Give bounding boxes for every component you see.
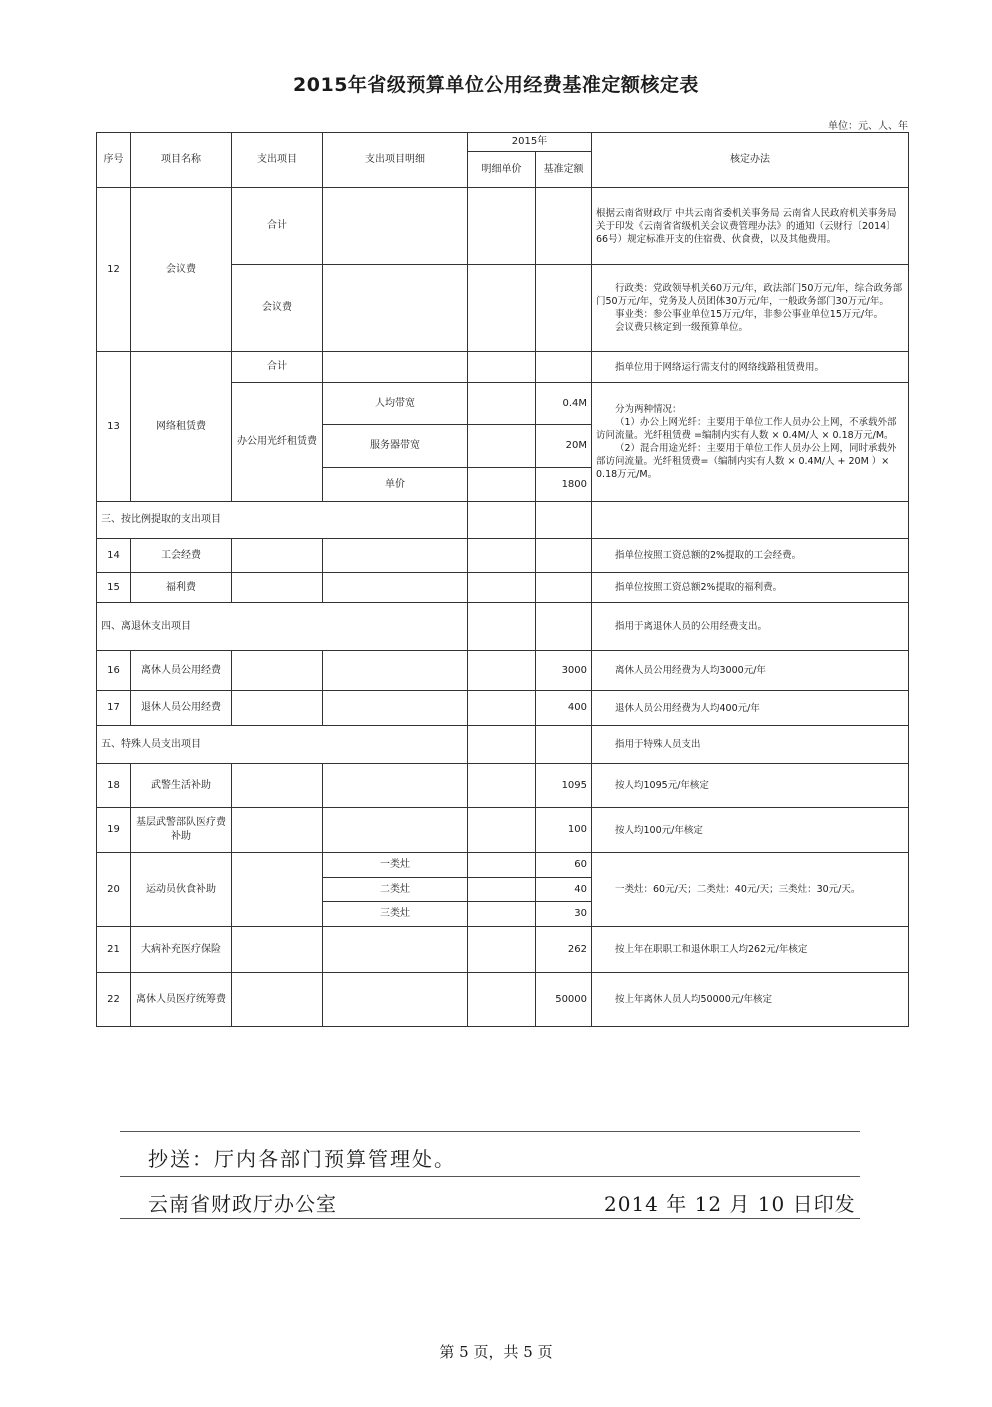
row-quota: 262 bbox=[536, 927, 592, 973]
row-detail: 服务器带宽 bbox=[323, 425, 468, 468]
page-number: 第 5 页，共 5 页 bbox=[439, 1343, 553, 1361]
row-quota: 40 bbox=[536, 878, 592, 902]
note-line: 指用于离退休人员的公用经费支出。 bbox=[615, 621, 768, 632]
table-row bbox=[97, 352, 909, 383]
section-row bbox=[97, 502, 909, 539]
table-row bbox=[97, 539, 909, 573]
unit-label: 单位：元、人、年 bbox=[828, 121, 908, 132]
footer-rule bbox=[120, 1131, 860, 1132]
row-method-note bbox=[592, 603, 909, 651]
note-line: 一类灶：60元/天；二类灶：40元/天；三类灶：30元/天。 bbox=[615, 884, 861, 895]
row-item-name: 工会经费 bbox=[131, 539, 232, 573]
row-method-note bbox=[592, 573, 909, 603]
row-quota: 60 bbox=[536, 853, 592, 878]
section-label: 四、离退休支出项目 bbox=[97, 603, 468, 651]
table-row bbox=[97, 973, 909, 1027]
row-item-name: 网络租赁费 bbox=[131, 352, 232, 502]
row-expense: 合计 bbox=[232, 188, 323, 265]
row-quota: 400 bbox=[536, 691, 592, 726]
section-row bbox=[97, 603, 909, 651]
row-method-note bbox=[592, 973, 909, 1027]
row-seq: 14 bbox=[97, 539, 131, 573]
note-line: （2）混合用途光纤：主要用于单位工作人员办公上网，同时承载外部访问流量。光纤租赁费=（编制内实有人数 × 0.4M/人 + 20M ）× 0.18万元/M。 bbox=[596, 443, 897, 480]
row-detail: 三类灶 bbox=[323, 902, 468, 927]
row-method-note bbox=[592, 764, 909, 808]
row-detail: 人均带宽 bbox=[323, 383, 468, 425]
row-detail: 单价 bbox=[323, 468, 468, 502]
note-line: 按上年在职职工和退休职工人均262元/年核定 bbox=[615, 944, 808, 955]
table-row bbox=[97, 764, 909, 808]
note-line: （1）办公上网光纤：主要用于单位工作人员办公上网，不承载外部访问流量。光纤租赁费 =编制内实有人数 × 0.4M/人 × 0.18万元/M。 bbox=[596, 417, 897, 441]
row-quota: 30 bbox=[536, 902, 592, 927]
row-method-note bbox=[592, 726, 909, 764]
row-method-note bbox=[592, 651, 909, 691]
row-method-note bbox=[592, 853, 909, 927]
table-row bbox=[97, 853, 909, 878]
row-seq: 12 bbox=[97, 188, 131, 352]
row-method-note bbox=[592, 927, 909, 973]
table-row bbox=[97, 651, 909, 691]
row-detail: 二类灶 bbox=[323, 878, 468, 902]
header-seq: 序号 bbox=[97, 133, 131, 188]
note-line: 指用于特殊人员支出 bbox=[615, 739, 701, 750]
note-line: 离休人员公用经费为人均3000元/年 bbox=[615, 665, 766, 676]
row-item-name: 武警生活补助 bbox=[131, 764, 232, 808]
table-row bbox=[97, 188, 909, 265]
row-item-name: 会议费 bbox=[131, 188, 232, 352]
note-line: 指单位按照工资总额的2%提取的工会经费。 bbox=[615, 550, 802, 561]
header-unit-price: 明细单价 bbox=[468, 152, 536, 188]
row-quota: 20M bbox=[536, 425, 592, 468]
note-line: 按人均1095元/年核定 bbox=[615, 780, 709, 791]
table-row bbox=[97, 573, 909, 603]
row-quota: 50000 bbox=[536, 973, 592, 1027]
row-quota: 1800 bbox=[536, 468, 592, 502]
note-line: 指单位用于网络运行需支付的网络线路租赁费用。 bbox=[615, 361, 825, 373]
table-row bbox=[97, 808, 909, 853]
row-item-name: 运动员伙食补助 bbox=[131, 853, 232, 927]
table-row bbox=[97, 927, 909, 973]
header-item: 项目名称 bbox=[131, 133, 232, 188]
note-line: 按上年离休人员人均50000元/年核定 bbox=[615, 994, 772, 1005]
row-seq: 16 bbox=[97, 651, 131, 691]
cc-line: 抄送：厅内各部门预算管理处。 bbox=[148, 1147, 456, 1171]
header-detail: 支出项目明细 bbox=[323, 133, 468, 188]
note-line: 分为两种情况： bbox=[615, 404, 682, 415]
header-row-1 bbox=[97, 133, 909, 152]
row-method-note bbox=[592, 265, 909, 352]
row-seq: 17 bbox=[97, 691, 131, 726]
note-line: 退休人员公用经费为人均400元/年 bbox=[615, 702, 760, 714]
row-method-note: 根据云南省财政厅 中共云南省委机关事务局 云南省人民政府机关事务局关于印发《云南省省级机关会议费管理办法》的通知（云财行〔2014〕66号）规定标准开支的住宿费、伙食费，以及其他费用。 bbox=[592, 188, 909, 265]
section-label: 五、特殊人员支出项目 bbox=[97, 726, 468, 764]
row-detail: 一类灶 bbox=[323, 853, 468, 878]
header-expense: 支出项目 bbox=[232, 133, 323, 188]
header-method: 核定办法 bbox=[592, 133, 909, 188]
row-seq: 15 bbox=[97, 573, 131, 603]
section-row bbox=[97, 726, 909, 764]
row-seq: 13 bbox=[97, 352, 131, 502]
note-line: 按人均100元/年核定 bbox=[615, 824, 703, 836]
note-line: 指单位按照工资总额2%提取的福利费。 bbox=[615, 582, 783, 593]
row-seq: 22 bbox=[97, 973, 131, 1027]
note-line: 会议费只核定到一级预算单位。 bbox=[615, 322, 749, 333]
row-quota: 0.4M bbox=[536, 383, 592, 425]
row-seq: 19 bbox=[97, 808, 131, 853]
note-line: 事业类：参公事业单位15万元/年，非参公事业单位15万元/年。 bbox=[615, 309, 884, 320]
row-method-note bbox=[592, 352, 909, 383]
note-line: 行政类：党政领导机关60万元/年，政法部门50万元/年，综合政务部门50万元/年，党务及人员团体30万元/年，一般政务部门30万元/年。 bbox=[596, 283, 903, 307]
row-item-name: 福利费 bbox=[131, 573, 232, 603]
row-method-note bbox=[592, 539, 909, 573]
row-method-note bbox=[592, 691, 909, 726]
document-title: 2015年省级预算单位公用经费基准定额核定表 bbox=[293, 74, 699, 96]
table-row bbox=[97, 691, 909, 726]
header-year: 2015年 bbox=[468, 133, 592, 152]
row-seq: 18 bbox=[97, 764, 131, 808]
issuer: 云南省财政厅办公室 bbox=[148, 1192, 337, 1216]
footer-rule bbox=[120, 1176, 860, 1177]
issue-date: 2014 年 12 月 10 日印发 bbox=[604, 1192, 856, 1216]
quota-table bbox=[96, 132, 909, 1027]
row-item-name: 退休人员公用经费 bbox=[131, 691, 232, 726]
row-item-name: 大病补充医疗保险 bbox=[131, 927, 232, 973]
row-item-name: 离休人员公用经费 bbox=[131, 651, 232, 691]
row-expense: 办公用光纤租赁费 bbox=[232, 383, 323, 502]
row-item-name: 基层武警部队医疗费补助 bbox=[131, 808, 232, 853]
section-label: 三、按比例提取的支出项目 bbox=[97, 502, 468, 539]
row-quota: 1095 bbox=[536, 764, 592, 808]
row-item-name: 离休人员医疗统筹费 bbox=[131, 973, 232, 1027]
row-method-note bbox=[592, 808, 909, 853]
row-seq: 21 bbox=[97, 927, 131, 973]
row-quota: 100 bbox=[536, 808, 592, 853]
row-expense: 会议费 bbox=[232, 265, 323, 352]
row-method-note bbox=[592, 383, 909, 502]
header-quota: 基准定额 bbox=[536, 152, 592, 188]
row-seq: 20 bbox=[97, 853, 131, 927]
footer-rule bbox=[120, 1218, 860, 1219]
row-expense: 合计 bbox=[232, 352, 323, 383]
row-quota: 3000 bbox=[536, 651, 592, 691]
